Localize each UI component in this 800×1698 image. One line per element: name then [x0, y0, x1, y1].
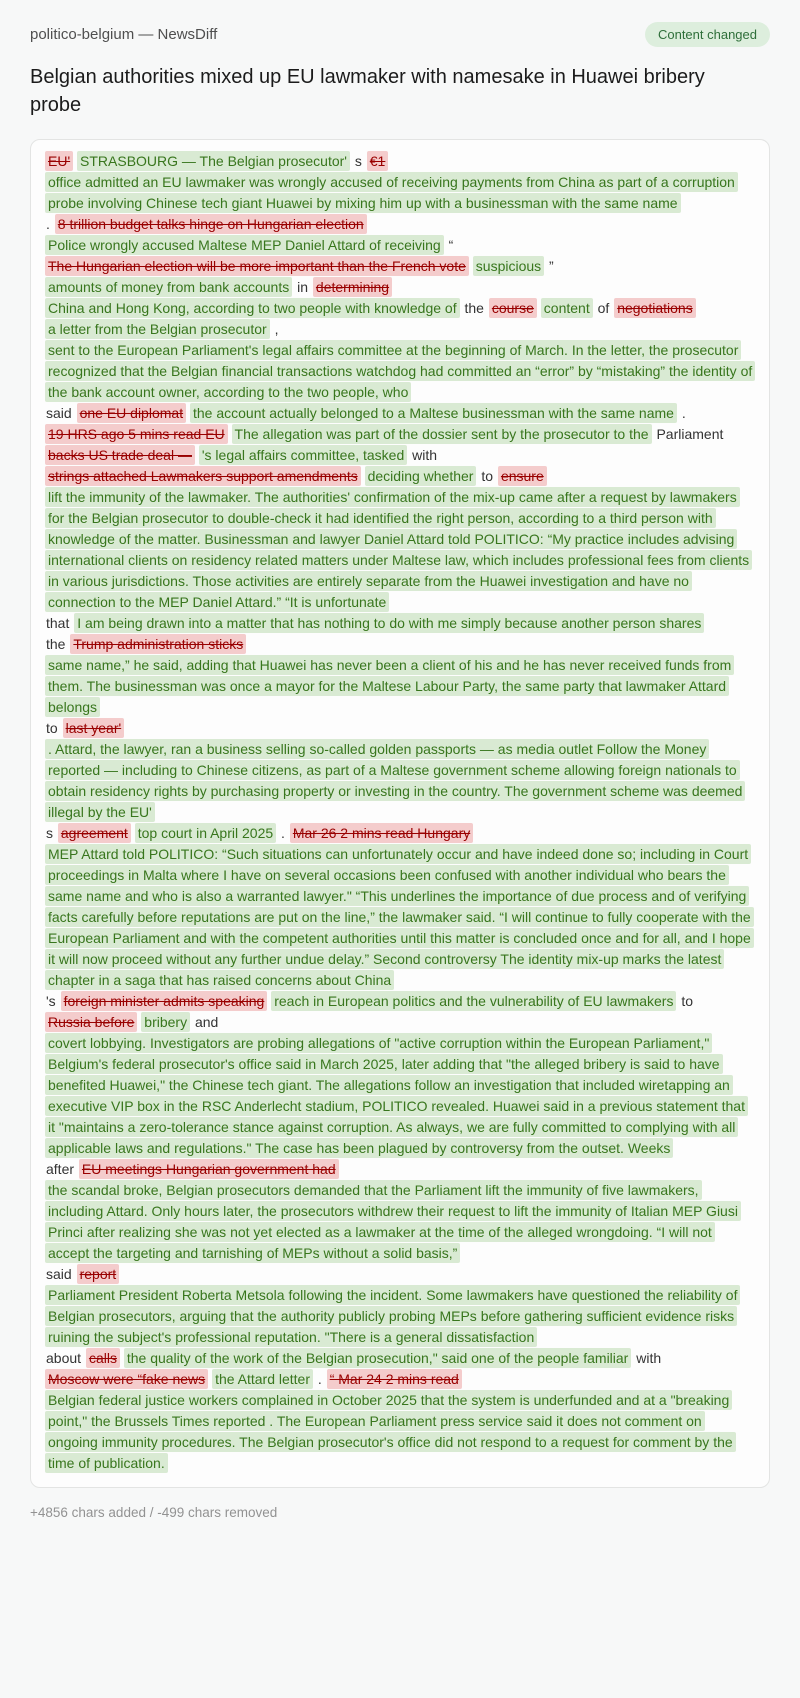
diff-segment-added: a letter from the Belgian prosecutor [45, 319, 270, 339]
diff-row [45, 424, 755, 445]
diff-segment-removed: foreign minister admits speaking [61, 991, 268, 1011]
diff-segment-removed: backs US trade deal — [45, 445, 195, 465]
diff-segment-unchanged: to [681, 993, 694, 1009]
diff-segment-unchanged: . [681, 405, 686, 421]
diff-segment-removed: calls [86, 1348, 120, 1368]
diff-card [30, 139, 770, 1488]
diff-segment-added: top court in April 2025 [135, 823, 276, 843]
diff-segment-added: reach in European politics and the vulnerability of EU lawmakers [271, 991, 676, 1011]
diff-segment-unchanged: to [481, 468, 494, 484]
diff-segment-added: the Attard letter [212, 1369, 313, 1389]
diff-segment-removed: “ Mar 24 2 mins read [327, 1369, 462, 1389]
status-badge: Content changed [645, 22, 770, 47]
diff-row [45, 214, 755, 235]
diff-row [45, 277, 755, 298]
diff-segment-removed: Mar 26 2 mins read Hungary [290, 823, 473, 843]
diff-row [45, 823, 755, 844]
diff-segment-added: content [541, 298, 593, 318]
page-header [30, 22, 770, 47]
diff-segment-unchanged: , [274, 321, 279, 337]
diff-segment-unchanged: in [297, 279, 309, 295]
diff-segment-added: I am being drawn into a matter that has nothing to do with me simply because another person shares [74, 613, 704, 633]
diff-segment-added: office admitted an EU lawmaker was wrongly accused of receiving payments from China as part of a corruption probe involving Chinese tech giant Huawei by mixing him up with a businessman with the same name [45, 172, 738, 213]
source-label: politico-belgium — NewsDiff [30, 26, 218, 43]
diff-row [45, 655, 755, 718]
diff-segment-removed: Russia before [45, 1012, 137, 1032]
diff-row [45, 151, 755, 172]
diff-segment-unchanged: . [317, 1371, 322, 1387]
diff-segment-removed: Moscow were “fake news [45, 1369, 208, 1389]
diff-segment-added: Parliament President Roberta Metsola following the incident. Some lawmakers have questioned the reliability of Belgian prosecutors, arguing that the authority publicly probing MEPs before gathering sufficient evidence risks ruining the subject's professional reputation. "There is a general dissatisfaction [45, 1285, 740, 1347]
diff-row [45, 1033, 755, 1159]
diff-segment-unchanged: and [194, 1014, 219, 1030]
diff-segment-unchanged: after [46, 1161, 75, 1177]
diff-segment-removed: ensure [498, 466, 547, 486]
diff-segment-removed: Trump administration sticks [70, 634, 246, 654]
diff-segment-added: sent to the European Parliament's legal affairs committee at the beginning of March. In the letter, the prosecutor recognized that the Belgian financial transactions watchdog had committed an “error” by “mistaking” the identity of the bank account owner, according to the two people, who [45, 340, 755, 402]
diff-segment-unchanged: with [636, 1350, 662, 1366]
diff-segment-unchanged: s [46, 825, 53, 841]
diff-row [45, 1180, 755, 1264]
diff-segment-unchanged: about [46, 1350, 82, 1366]
diff-segment-added: 's legal affairs committee, tasked [199, 445, 407, 465]
diff-segment-removed: strings attached Lawmakers support amendments [45, 466, 361, 486]
diff-row [45, 466, 755, 487]
diff-row [45, 340, 755, 403]
diff-segment-removed: The Hungarian election will be more important than the French vote [45, 256, 469, 276]
diff-row [45, 235, 755, 256]
diff-segment-added: Belgian federal justice workers complained in October 2025 that the system is underfunded and at a "breaking point," the Brussels Times reported . The European Parliament press service said it does not comment on ongoing immunity procedures. The Belgian prosecutor's office did not respond to a request for comment by the time of publication. [45, 1390, 736, 1473]
diff-row [45, 844, 755, 991]
diff-row [45, 172, 755, 214]
diff-segment-added: bribery [141, 1012, 190, 1032]
diff-row [45, 319, 755, 340]
diff-segment-added: suspicious [473, 256, 544, 276]
diff-row [45, 298, 755, 319]
diff-segment-removed: one EU diplomat [77, 403, 187, 423]
diff-row [45, 445, 755, 466]
diff-row [45, 634, 755, 655]
diff-row [45, 1285, 755, 1348]
diff-segment-added: China and Hong Kong, according to two people with knowledge of [45, 298, 460, 318]
diff-row [45, 739, 755, 823]
diff-segment-added: Police wrongly accused Maltese MEP Daniel Attard of receiving [45, 235, 444, 255]
diff-row [45, 1390, 755, 1474]
diff-segment-unchanged: “ [448, 237, 454, 253]
diff-segment-removed: 8 trillion budget talks hinge on Hungarian election [55, 214, 367, 234]
diff-row [45, 1159, 755, 1180]
diff-segment-added: . Attard, the lawyer, ran a business selling so-called golden passports — as media outlet Follow the Money reported — including to Chinese citizens, as part of a Maltese government scheme allowing foreign nationals to obtain residency rights by purchasing property or investing in the country. The government scheme was deemed illegal by the EU' [45, 739, 745, 822]
diff-row [45, 718, 755, 739]
diff-segment-removed: negotiations [614, 298, 696, 318]
diff-segment-added: the account actually belonged to a Maltese businessman with the same name [190, 403, 677, 423]
diff-segment-added: MEP Attard told POLITICO: “Such situations can unfortunately occur and have indeed done so; including in Court proceedings in Malta where I have on several occasions been confused with another individual who bears the same name and who is also a warranted lawyer." “This underlines the importance of due process and of verifying facts carefully before reputations are put on the line,” the lawmaker said. “I will continue to fully cooperate with the European Parliament and with the competent authorities until this matter is concluded once and for all, and I hope it will now proceed without any further undue delay.” Second controversy The identity mix-up marks the latest chapter in a saga that has raised concerns about China [45, 844, 754, 990]
diff-segment-added: STRASBOURG — The Belgian prosecutor' [77, 151, 350, 171]
diff-segment-unchanged: to [46, 720, 58, 736]
diff-segment-added: covert lobbying. Investigators are probing allegations of "active corruption within the European Parliament," Belgium's federal prosecutor's office said in March 2025, later adding that "the alleged bribery is said to have benefited Huawei," the Chinese tech giant. The allegations follow an investigation that included wiretapping an executive VIP box in the RSC Anderlecht stadium, POLITICO revealed. Huawei said in a previous statement that it "maintains a zero-tolerance stance against corruption. As always, we are fully committed to complying with all applicable laws and regulations." The case has been plagued by controversy from the outset. Weeks [45, 1033, 748, 1158]
diff-segment-added: amounts of money from bank accounts [45, 277, 292, 297]
diff-row [45, 403, 755, 424]
diff-segment-unchanged: ” [549, 258, 554, 274]
diff-segment-removed: €1 [367, 151, 389, 171]
diff-segment-removed: course [489, 298, 537, 318]
diff-segment-removed: EU meetings Hungarian government had [79, 1159, 339, 1179]
diff-segment-unchanged: that [46, 615, 70, 631]
diff-segment-added: lift the immunity of the lawmaker. The authorities' confirmation of the mix-up came after a request by lawmakers for the Belgian prosecutor to double-check it had identified the right person, according to a third person with knowledge of the matter. Businessman and lawyer Daniel Attard told POLITICO: “My practice includes advising international clients on residency related matters under Maltese law, which includes professional fees from clients in various jurisdictions. Those activities are entirely separate from the Huawei investigation and have no connection to the MEP Daniel Attard.” “It is unfortunate [45, 487, 752, 612]
diff-segment-added: deciding whether [365, 466, 477, 486]
diff-segment-unchanged: s [354, 153, 362, 169]
diff-segment-unchanged: the [46, 636, 66, 652]
diff-segment-unchanged: of [597, 300, 610, 316]
diff-row [45, 613, 755, 634]
diff-row [45, 1012, 755, 1033]
diff-segment-removed: agreement [58, 823, 131, 843]
diff-row [45, 487, 755, 613]
diff-segment-removed: EU' [45, 151, 73, 171]
diff-content [45, 151, 755, 1474]
diff-row [45, 1369, 755, 1390]
diff-segment-unchanged: 's [46, 993, 56, 1009]
diff-segment-unchanged: the [464, 300, 484, 316]
diff-segment-added: same name,” he said, adding that Huawei has never been a client of his and he has never received funds from them. The businessman was once a mayor for the Maltese Labour Party, the same party that lawmaker Attard belongs [45, 655, 734, 717]
diff-segment-unchanged: . [281, 825, 285, 841]
diff-segment-unchanged: Parliament [656, 426, 724, 442]
diff-segment-unchanged: with [412, 447, 438, 463]
article-title: Belgian authorities mixed up EU lawmaker with namesake in Huawei bribery probe [30, 66, 705, 116]
diff-segment-added: the quality of the work of the Belgian prosecution," said one of the people familiar [124, 1348, 632, 1368]
diff-segment-removed: determining [313, 277, 392, 297]
diff-segment-unchanged: . [46, 216, 50, 232]
diff-row [45, 1348, 755, 1369]
diff-row [45, 1264, 755, 1285]
diff-row [45, 256, 755, 277]
diff-segment-unchanged: said [46, 1266, 72, 1282]
diff-summary: +4856 chars added / -499 chars removed [30, 1505, 278, 1520]
diff-segment-removed: report [77, 1264, 120, 1284]
diff-segment-unchanged: said [46, 405, 72, 421]
diff-segment-added: the scandal broke, Belgian prosecutors demanded that the Parliament lift the immunity of five lawmakers, including Attard. Only hours later, the prosecutors withdrew their request to lift the immunity of Italian MEP Giusi Princi after realizing she was not yet elected as a lawmaker at the time of the alleged wrongdoing. “I will not accept the targeting and tarnishing of MEPs without a solid basis,” [45, 1180, 741, 1263]
diff-segment-removed: 19 HRS ago 5 mins read EU [45, 424, 228, 444]
diff-segment-removed: last year' [63, 718, 125, 738]
diff-segment-added: The allegation was part of the dossier sent by the prosecutor to the [232, 424, 652, 444]
diff-row [45, 991, 755, 1012]
